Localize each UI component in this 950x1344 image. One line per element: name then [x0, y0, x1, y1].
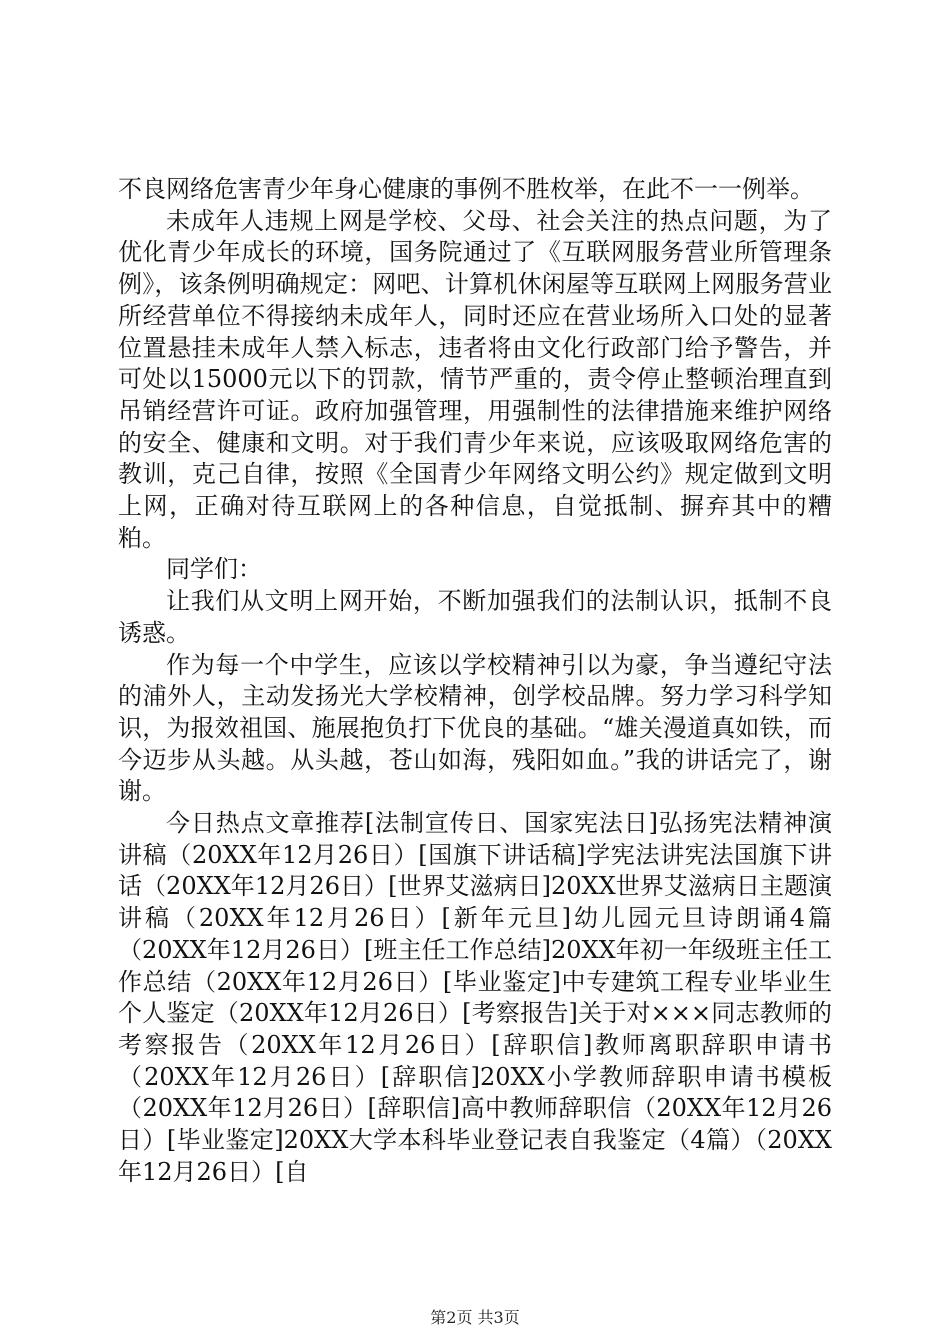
- paragraph-3: 同学们：: [166, 555, 262, 584]
- paragraph-6-recommendations: 今日热点文章推荐[法制宣传日、国家宪法日]弘扬宪法精神演讲稿（20XX年12月26日）[国旗下讲话稿]学宪法讲宪法国旗下讲话（20XX年12月26日）[世界艾滋病日]20XX世界艾滋病日主题演讲稿（20XX年12月26日）[新年元旦]幼儿园元旦诗朗诵4篇（20XX年12月26日）[班主任工作总结]20XX年初一年级班主任工作总结（20XX年12月26日）[毕业鉴定]中专建筑工程专业毕业生个人鉴定（20XX年12月26日）[考察报告]关于对×××同志教师的考察报告（20XX年12月26日）[辞职信]教师离职辞职申请书（20XX年12月26日）[辞职信]20XX小学教师辞职申请书模板（20XX年12月26日）[辞职信]高中教师辞职信（20XX年12月26日）[毕业鉴定]20XX大学本科毕业登记表自我鉴定（4篇）（20XX年12月26日）[自: [118, 809, 832, 1186]
- paragraph-2: 未成年人违规上网是学校、父母、社会关注的热点问题，为了优化青少年成长的环境，国务院通过了《互联网服务营业所管理条例》，该条例明确规定：网吧、计算机休闲屋等互联网上网服务营业所经营单位不得接纳未成年人，同时还应在营业场所入口处的显著位置悬挂未成年人禁入标志，违者将由文化行政部门给予警告，并可处以15000元以下的罚款，情节严重的，责令停止整顿治理直到吊销经营许可证。政府加强管理，用强制性的法律措施来维护网络的安全、健康和文明。对于我们青少年来说，应该吸取网络危害的教训，克己自律，按照《全国青少年网络文明公约》规定做到文明上网，正确对待互联网上的各种信息，自觉抵制、摒弃其中的糟粕。: [118, 206, 832, 552]
- document-body: [118, 174, 832, 1189]
- paragraph-1: 不良网络危害青少年身心健康的事例不胜枚举，在此不一一例举。: [118, 175, 814, 203]
- paragraph-5: 作为每一个中学生，应该以学校精神引以为豪，争当遵纪守法的浦外人，主动发扬光大学校精神，创学校品牌。努力学习科学知识，为报效祖国、施展抱负打下优良的基础。“雄关漫道真如铁，而今迈步从头越。从头越，苍山如海，残阳如血。”我的讲话完了，谢谢。: [118, 650, 832, 806]
- page-footer: [0, 1305, 950, 1328]
- page-number-label: 第2页 共3页: [430, 1308, 520, 1327]
- paragraph-4: 让我们从文明上网开始，不断加强我们的法制认识，抵制不良诱惑。: [118, 587, 832, 647]
